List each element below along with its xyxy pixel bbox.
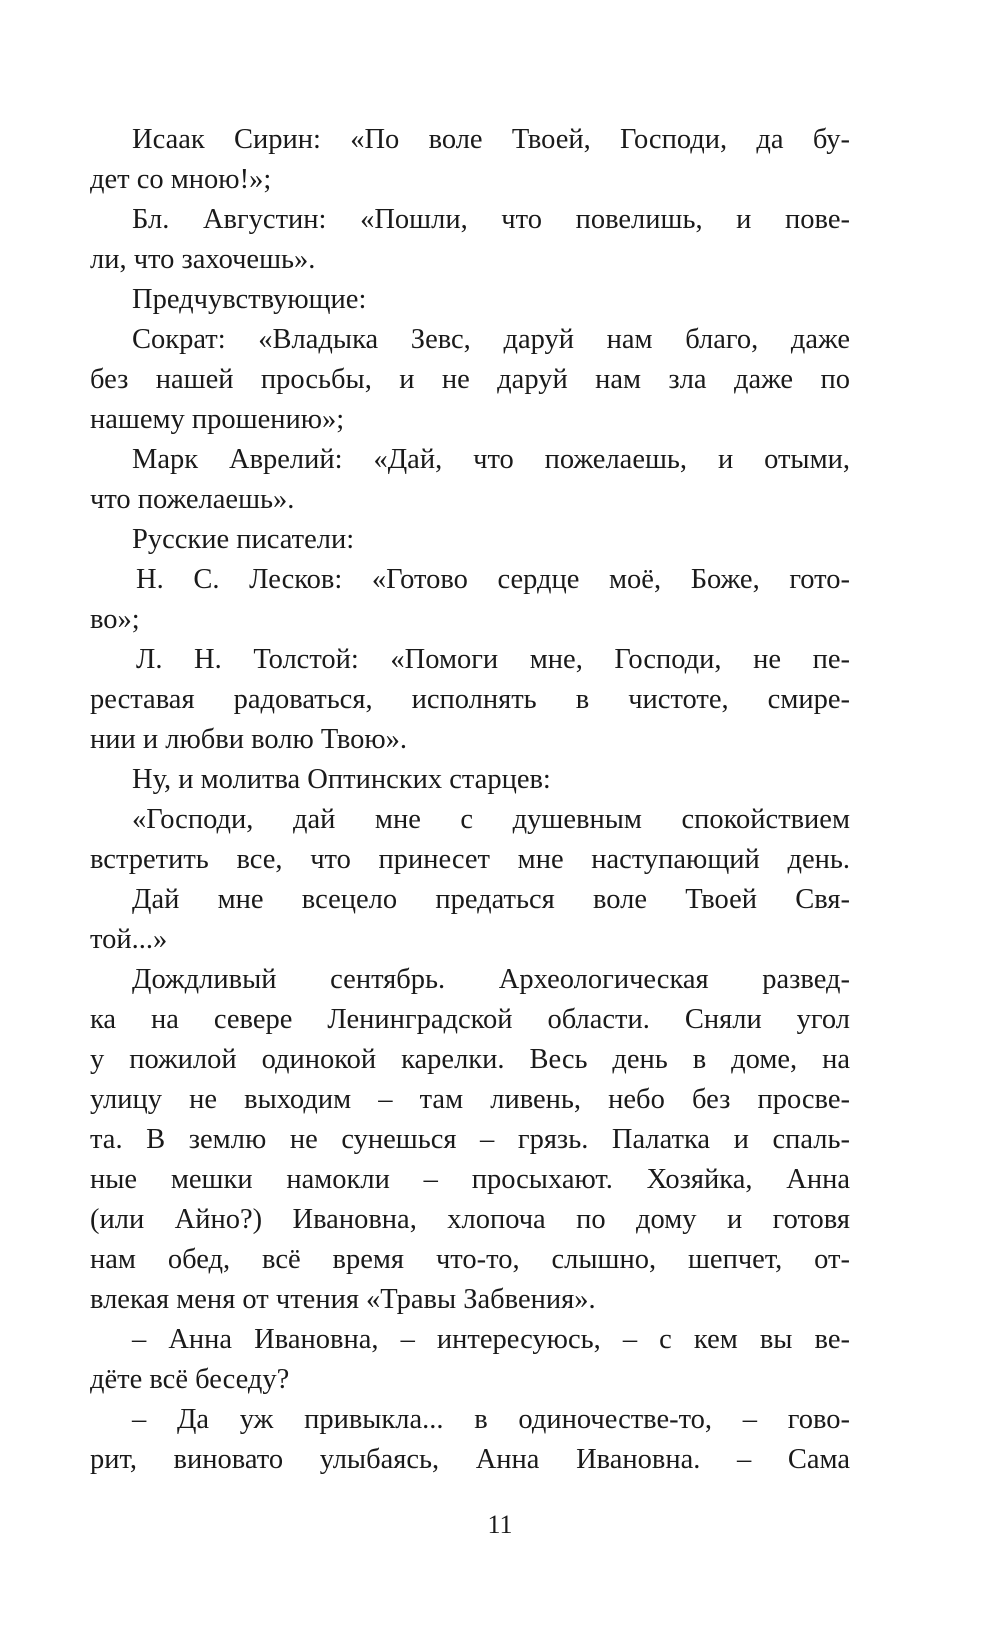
text-line: Дай мне всецело предаться воле Твоей Свя-	[132, 884, 850, 915]
text-line: ные мешки намокли – просыхают. Хозяйка, Анна	[90, 1164, 850, 1195]
text-line: – Анна Ивановна, – интересуюсь, – с кем вы ве-	[132, 1324, 850, 1355]
text-line: без нашей просьбы, и не даруй нам зла даже по	[90, 364, 850, 395]
text-line: у пожилой одинокой карелки. Весь день в доме, на	[90, 1044, 850, 1075]
text-line: Н. С. Лесков: «Готово сердце моё, Боже, гото-	[136, 564, 850, 595]
text-line: нашему прошению»;	[90, 404, 345, 435]
text-line: реставая радоваться, исполнять в чистоте, смире-	[90, 684, 850, 715]
text-line: – Да уж привыкла... в одиночестве-то, – гово-	[132, 1404, 850, 1435]
text-line: «Господи, дай мне с душевным спокойствием	[132, 804, 850, 835]
text-line: нам обед, всё время что-то, слышно, шепчет, от-	[90, 1244, 850, 1275]
text-line: нии и любви волю Твою».	[90, 724, 408, 755]
text-line: встретить все, что принесет мне наступающий день.	[90, 844, 850, 875]
text-line: та. В землю не сунешься – грязь. Палатка и спаль-	[90, 1124, 850, 1155]
text-line: Предчувствующие:	[132, 284, 367, 315]
text-line: (или Айно?) Ивановна, хлопоча по дому и готовя	[90, 1204, 850, 1235]
text-line: дет со мною!»;	[90, 164, 272, 195]
text-line: Л. Н. Толстой: «Помоги мне, Господи, не пе-	[136, 644, 850, 675]
text-line: Исаак Сирин: «По воле Твоей, Господи, да бу-	[132, 124, 850, 155]
text-line: влекая меня от чтения «Травы Забвения».	[90, 1284, 596, 1315]
text-line: Дождливый сентябрь. Археологическая развед-	[132, 964, 850, 995]
text-line: дёте всё беседу?	[90, 1364, 290, 1395]
body-text	[90, 120, 850, 1480]
text-line: во»;	[90, 604, 140, 635]
text-line: улицу не выходим – там ливень, небо без просве-	[90, 1084, 850, 1115]
page-number: 11	[487, 1510, 513, 1539]
text-line: рит, виновато улыбаясь, Анна Ивановна. – Сама	[90, 1444, 850, 1475]
text-line: ли, что захочешь».	[90, 244, 316, 275]
text-line: Русские писатели:	[132, 524, 355, 555]
text-line: Ну, и молитва Оптинских старцев:	[132, 764, 551, 795]
text-line: что пожелаешь».	[90, 484, 295, 515]
text-line: ка на севере Ленинградской области. Сняли угол	[90, 1004, 850, 1035]
text-line: Бл. Августин: «Пошли, что повелишь, и пове-	[132, 204, 850, 235]
text-line: Марк Аврелий: «Дай, что пожелаешь, и отыми,	[132, 444, 850, 475]
text-line: той...»	[90, 924, 168, 955]
text-line: Сократ: «Владыка Зевс, даруй нам благо, даже	[132, 324, 850, 355]
